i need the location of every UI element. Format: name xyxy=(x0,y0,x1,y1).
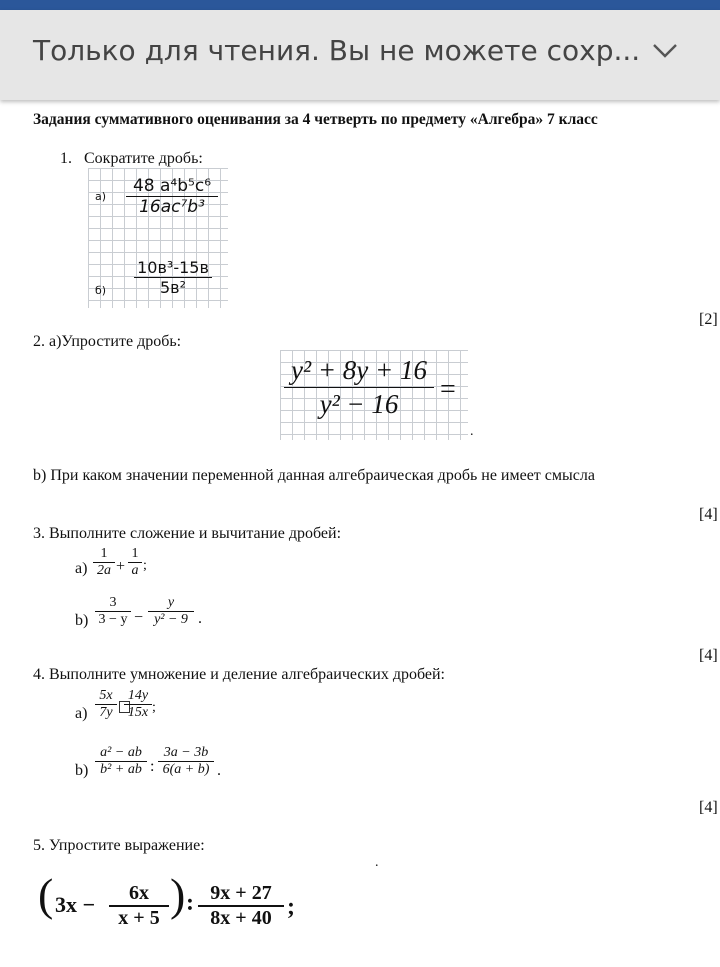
task4-b-f1-numerator: a² − ab xyxy=(100,745,142,760)
task3-a-f2-denominator: a xyxy=(131,563,139,578)
task4-a-f2-numerator: 14y xyxy=(127,688,149,703)
task3-b-end: . xyxy=(198,610,202,627)
task3-a-f1-denominator: 2a xyxy=(97,563,111,578)
score-mark-2: [4] xyxy=(699,506,718,523)
task1-a-fraction xyxy=(126,176,218,217)
task3-b-f1-denominator: 3 − y xyxy=(98,612,128,627)
task2-fraction xyxy=(284,354,434,421)
task5-heading: 5. Упростите выражение: xyxy=(33,837,205,854)
score-mark-3: [4] xyxy=(699,647,718,664)
app-top-bar xyxy=(0,0,720,10)
task4-b-label: b) xyxy=(75,762,89,779)
task3-b-fraction-2 xyxy=(148,595,194,628)
task4-a-label: a) xyxy=(75,705,88,722)
task4-a-f1-numerator: 5x xyxy=(99,688,113,703)
task4-b-operator: : xyxy=(150,758,155,775)
task2-numerator: y² + 8y + 16 xyxy=(290,355,427,385)
task5-term: 3x − xyxy=(55,892,96,917)
task3-a-operator: + xyxy=(116,558,126,575)
task3-b-f2-numerator: y xyxy=(167,595,175,610)
score-mark-1: [2] xyxy=(699,311,718,328)
task3-b-operator: − xyxy=(134,609,144,626)
task5-f2-denominator: 8x + 40 xyxy=(210,907,272,929)
task2-heading: 2. а)Упростите дробь: xyxy=(33,333,182,350)
task1-heading: 1. Сократите дробь: xyxy=(60,150,203,167)
task4-b-end: . xyxy=(217,762,221,779)
task3-a-fraction-2 xyxy=(128,546,142,579)
task2-b-text: b) При каком значении переменной данная алгебраическая дробь не имеет смысла xyxy=(33,467,595,484)
task3-heading: 3. Выполните сложение и вычитание дробей: xyxy=(33,525,342,542)
task3-b-f1-numerator: 3 xyxy=(109,595,117,610)
task4-b-f2-denominator: 6(a + b) xyxy=(162,762,210,777)
read-only-banner[interactable] xyxy=(0,10,720,100)
task3-b-fraction-1 xyxy=(95,595,131,628)
document-title: Задания суммативного оценивания за 4 четверть по предмету «Алгебра» 7 класс xyxy=(33,111,598,128)
task3-a-end: ; xyxy=(143,558,147,573)
task4-a-f2-denominator: 15x xyxy=(127,705,149,720)
task5-f1-denominator: x + 5 xyxy=(118,907,160,929)
task5-f1-numerator: 6x xyxy=(129,882,149,904)
task5-fraction-1 xyxy=(109,882,169,930)
task1-b-denominator: 5в² xyxy=(159,278,187,297)
task1-a-denominator: 16ac⁷b³ xyxy=(139,197,205,217)
task3-a-f2-numerator: 1 xyxy=(131,546,139,561)
task4-a-f1-denominator: 7y xyxy=(99,705,113,720)
task5-end: ; xyxy=(287,894,295,920)
score-mark-4: [4] xyxy=(699,799,718,816)
task4-a-fraction-1 xyxy=(95,688,117,721)
task3-a-fraction-1 xyxy=(93,546,115,579)
task3-a-f1-numerator: 1 xyxy=(100,546,108,561)
task4-heading: 4. Выполните умножение и деление алгебраических дробей: xyxy=(33,666,445,683)
chevron-down-icon[interactable] xyxy=(652,43,678,59)
task1-b-fraction xyxy=(134,258,212,297)
task4-a-end: ; xyxy=(152,700,156,715)
task1-b-label: б) xyxy=(95,284,107,297)
task4-b-f1-denominator: b² + ab xyxy=(100,762,142,777)
task4-a-fraction-2 xyxy=(124,688,152,721)
task2-equals-sign: = xyxy=(440,374,456,405)
task2-dot: . xyxy=(470,424,474,439)
task2-denominator: y² − 16 xyxy=(319,388,399,419)
task5-right-paren: ) xyxy=(170,869,186,920)
task5-fraction-2 xyxy=(198,882,284,930)
task3-a-label: a) xyxy=(75,560,88,577)
task1-a-label: а) xyxy=(95,190,107,203)
read-only-message: Только для чтения. Вы не можете сохр... xyxy=(33,34,641,67)
task5-operator: : xyxy=(186,890,194,916)
task1-b-numerator: 10в³-15в xyxy=(137,258,209,277)
task1-a-numerator: 48 а⁴b⁵c⁶ xyxy=(132,176,212,196)
task3-b-label: b) xyxy=(75,612,89,629)
task3-b-f2-denominator: y² − 9 xyxy=(154,612,188,627)
task5-left-paren: ( xyxy=(38,869,54,920)
task5-dot: . xyxy=(375,855,379,870)
task4-b-fraction-2 xyxy=(158,745,214,778)
task4-b-fraction-1 xyxy=(95,745,147,778)
task4-b-f2-numerator: 3a − 3b xyxy=(163,745,209,760)
task5-f2-numerator: 9x + 27 xyxy=(210,882,272,904)
